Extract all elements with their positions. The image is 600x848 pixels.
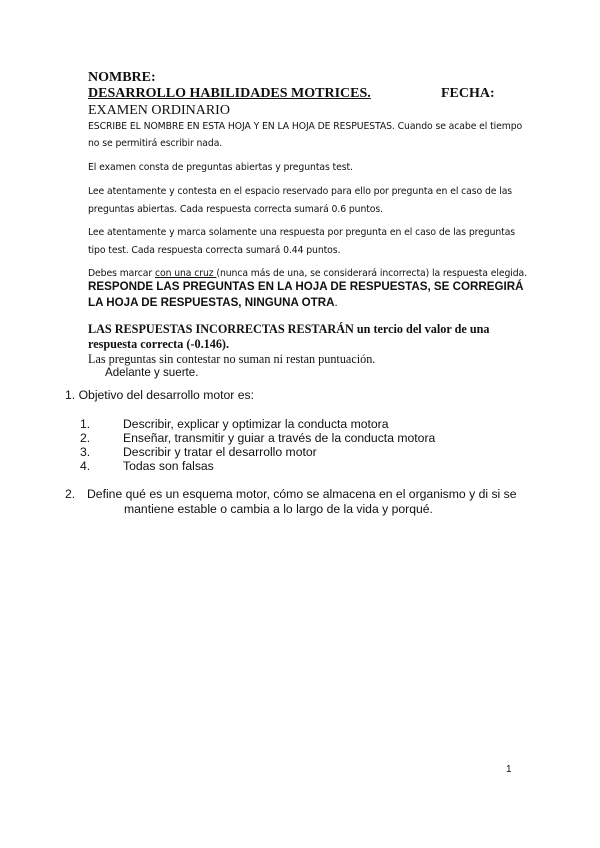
exam-type: EXAMEN ORDINARIO	[88, 103, 230, 118]
instruction-line: tipo test. Cada respuesta correcta sumará 0.44 puntos.	[88, 245, 341, 256]
page-number: 1	[506, 764, 512, 775]
instruction-line: El examen consta de preguntas abiertas y preguntas test.	[88, 162, 353, 173]
instruction-line	[88, 268, 527, 279]
option-number: 1.	[80, 417, 91, 431]
instruction-line: Lee atentamente y marca solamente una respuesta por pregunta en el caso de las preguntas	[88, 227, 516, 238]
instruction-line: Lee atentamente y contesta en el espacio reservado para ello por pregunta en el caso de las	[88, 186, 513, 197]
question-text: Objetivo del desarrollo motor es:	[78, 388, 255, 402]
option-text: Describir, explicar y optimizar la conducta motora	[123, 417, 389, 431]
instruction-text: (nunca más de una, se considerará incorrecta) la respuesta elegida.	[216, 268, 528, 279]
instruction-text: Debes marcar	[88, 268, 155, 279]
question-text: mantiene estable o cambia a lo largo de la vida y porqué.	[124, 502, 433, 516]
option-number: 2.	[80, 431, 91, 445]
unanswered-note: Las preguntas sin contestar no suman ni restan puntuación.	[88, 352, 376, 366]
bold-instruction-end: .	[334, 296, 338, 309]
question-number: 2.	[65, 487, 76, 501]
option-number: 3.	[80, 445, 91, 459]
instruction-line: preguntas abiertas. Cada respuesta correcta sumará 0.6 puntos.	[88, 204, 383, 215]
course-title: DESARROLLO HABILIDADES MOTRICES.	[88, 86, 371, 101]
question-text: Define qué es un esquema motor, cómo se almacena en el organismo y di si se	[87, 487, 517, 501]
nombre-label: NOMBRE:	[88, 70, 156, 85]
question-1	[65, 388, 254, 402]
bold-instruction: RESPONDE LAS PREGUNTAS EN LA HOJA DE RESPUESTAS, SE CORREGIRÁ	[88, 280, 524, 293]
instruction-underlined: con una cruz	[154, 268, 217, 279]
question-number: 1.	[65, 388, 76, 402]
penalty-notice: LAS RESPUESTAS INCORRECTAS RESTARÁN un tercio del valor de una	[88, 322, 490, 336]
bold-instruction-text: LA HOJA DE RESPUESTAS, NINGUNA OTRA	[88, 296, 335, 309]
option-text: Todas son falsas	[123, 459, 214, 473]
penalty-notice: respuesta correcta (-0.146).	[88, 337, 230, 351]
bold-instruction	[88, 296, 338, 309]
instruction-line: ESCRIBE EL NOMBRE EN ESTA HOJA Y EN LA HOJA DE RESPUESTAS. Cuando se acabe el tiempo	[88, 121, 523, 132]
option-number: 4.	[80, 459, 91, 473]
instruction-line: no se permitirá escribir nada.	[88, 138, 223, 149]
option-text: Describir y tratar el desarrollo motor	[123, 445, 317, 459]
fecha-label: FECHA:	[441, 86, 495, 101]
option-text: Enseñar, transmitir y guiar a través de la conducta motora	[123, 431, 436, 445]
good-luck: Adelante y suerte.	[105, 366, 199, 379]
